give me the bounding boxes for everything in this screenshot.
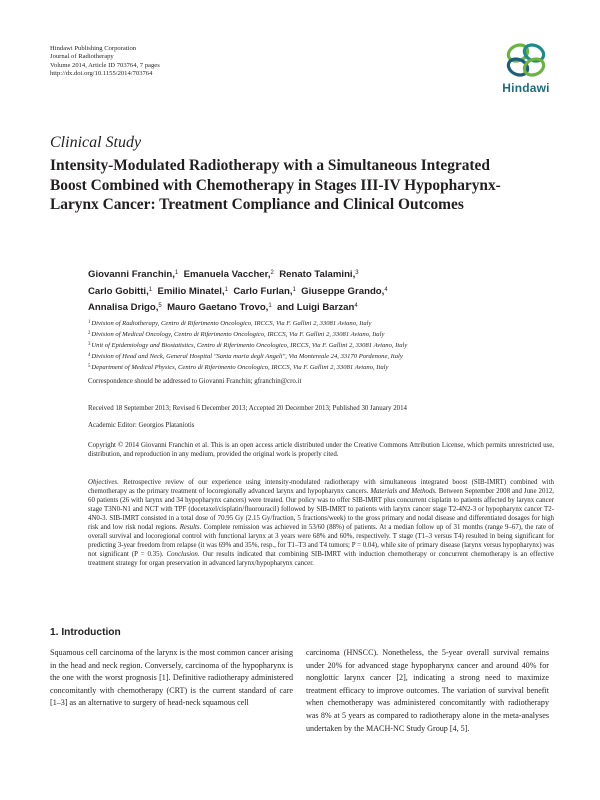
affiliation: $^5$Department of Medical Physics, Centro di Riferimento Oncologico, IRCCS, Via F. Gallini 2, 33081 Aviano, Italy bbox=[88, 363, 389, 371]
affiliation: $^3$Unit of Epidemiology and Biostatistics, Centro di Riferimento Oncologico, IRCCS, Via F. Gallini 2, 33081 Aviano, Italy bbox=[88, 341, 408, 349]
author: Mauro Gaetano Trovo,$^1$ bbox=[167, 302, 272, 314]
publication-dates: Received 18 September 2013; Revised 6 December 2013; Accepted 20 December 2013; Published 30 January 2014 bbox=[88, 405, 407, 412]
introduction-heading: 1. Introduction bbox=[50, 627, 121, 638]
article-type: Clinical Study bbox=[50, 134, 142, 151]
correspondence-note: Correspondence should be addressed to Giovanni Franchin; gfranchin@cro.it bbox=[88, 378, 302, 385]
author: and Luigi Barzan$^4$ bbox=[277, 302, 358, 314]
affiliation: $^4$Division of Head and Neck, General Hospital "Santa maria degli Angeli", Via Montereale 24, 33170 Pordenone, Italy bbox=[88, 352, 403, 360]
article-title: Intensity-Modulated Radiotherapy with a Simultaneous Integrated Boost Combined with Chemotherapy in Stages III-IV Hypopharynx-Larynx Cancer: Treatment Compliance and Clinical Outcomes bbox=[50, 157, 501, 214]
author: Giovanni Franchin,$^1$ bbox=[88, 269, 179, 280]
volume-info: Volume 2014, Article ID 703764, 7 pages bbox=[50, 61, 160, 69]
introduction-left-column: Squamous cell carcinoma of the larynx is the most common cancer arising in the head and neck region. Conversely, carcinoma of the hypopharynx is the one with the worst prognosis [1]. Definitive radiotherapy administered concomitantly with chemotherapy (CRT) is the current standard of care [1–3] as an alternative to surgery of head-neck squamous cell bbox=[50, 648, 293, 708]
hindawi-logo bbox=[496, 40, 556, 104]
author: Carlo Furlan,$^1$ bbox=[233, 285, 296, 297]
introduction-right-column: carcinoma (HNSCC). Nonetheless, the 5-year overall survival remains under 20% for advanced stage hypopharynx cancer and around 40% for nonglottic larynx cancer [2], indicating a strong need to maximize treatment efficacy to improve outcomes. The variation of survival benefit when chemotherapy was administered concomitantly with radiotherapy was 8% at 5 years as compared to radiotherapy alone in the meta-analyses undertaken by the MACH-NC Study Group [4, 5]. bbox=[306, 648, 549, 733]
affiliation: $^1$Division of Radiotherapy, Centro di Riferimento Oncologico, IRCCS, Via F. Gallini 2, 33081 Aviano, Italy bbox=[88, 320, 372, 327]
author: Annalisa Drigo,$^5$ bbox=[88, 302, 162, 314]
author: Giuseppe Grando,$^4$ bbox=[301, 285, 388, 297]
abstract-objectives-label: Objectives. bbox=[88, 479, 119, 486]
journal-name: Journal of Radiotherapy bbox=[50, 53, 114, 61]
doi-link[interactable]: http://dx.doi.org/10.1155/2014/703764 bbox=[50, 70, 153, 78]
author: Emanuela Vaccher,$^2$ bbox=[183, 269, 274, 280]
academic-editor: Academic Editor: Georgios Plataniotis bbox=[88, 422, 195, 429]
copyright-notice: Copyright © 2014 Giovanni Franchin et al. This is an open access article distributed under the Creative Commons Attribution License, which permits unrestricted use, distribution, and reproduction in any medium, provided the original work is properly cited. bbox=[88, 442, 554, 458]
abstract-methods-label: Materials and Methods. bbox=[370, 488, 437, 495]
abstract-conclusion: Our results indicated that combining SIB-IMRT with induction chemotherapy or concurrent chemotherapy is an effective treatment strategy for organ preservation in advanced larynx/hypopharynx cancer. bbox=[88, 551, 554, 567]
abstract bbox=[88, 478, 554, 568]
affiliation: $^2$Division of Medical Oncology, Centro di Riferimento Oncologico, IRCCS, Via F. Gallini 2, 33081 Aviano, Italy bbox=[88, 330, 385, 338]
journal-header bbox=[50, 45, 160, 79]
abstract-methods: Between September 2008 and June 2012, 60 patients (26 with larynx and 34 hypopharynx cancers) were treated. Our policy was to offer SIB-IMRT plus concurrent cisplatin to patients affected by larynx cancer stage T3N0-N1 and NCT with TPF (docetaxel/cisplatin/fluorouracil) followed by SIB-IMRT to patients with larynx cancer stage T2-4N2-3 or hypopharynx cancer T2-4N0-3. SIB-IMRT consisted in a total dose of 70.95 Gy (2.15 Gy/fraction, 5 fractions/week) to the gross primary and nodal disease and differentiated dosages for high risk and low risk nodal regions. bbox=[88, 488, 555, 531]
abstract-results-label: Results. bbox=[179, 524, 202, 531]
affiliation-list bbox=[88, 318, 558, 373]
author-list bbox=[88, 266, 548, 316]
abstract-conclusion-label: Conclusion. bbox=[166, 551, 200, 558]
abstract-results: Complete remission was achieved in 53/60 (88%) of patients. At a median follow up of 31 months (range 9–67), the rate of overall survival and locoregional control with functional larynx at 3 years were 68% and 60%, respectively. T stage (T1–3 versus T4) resulted in being significant for predicting 3-year freedom from relapse (it was 69% and 35%, resp., for T1–T3 and T4 tumors; P = 0.04), while site of primary disease (larynx versus hypopharynx) was not significant (P = 0.35). bbox=[88, 524, 554, 558]
publisher-name: Hindawi Publishing Corporation bbox=[50, 45, 137, 52]
author: Carlo Gobitti,$^1$ bbox=[88, 285, 153, 297]
hindawi-wordmark: Hindawi bbox=[502, 81, 550, 95]
abstract-objectives: Retrospective review of our experience using intensity-modulated radiotherapy with simultaneous integrated boost (SIB-IMRT) combined with chemotherapy as the primary treatment of locoregionally advanced larynx and hypopharynx cancers. bbox=[88, 479, 554, 495]
author: Emilio Minatel,$^1$ bbox=[157, 285, 228, 297]
author: Renato Talamini,$^3$ bbox=[279, 269, 359, 280]
hindawi-rings-icon bbox=[504, 40, 548, 80]
